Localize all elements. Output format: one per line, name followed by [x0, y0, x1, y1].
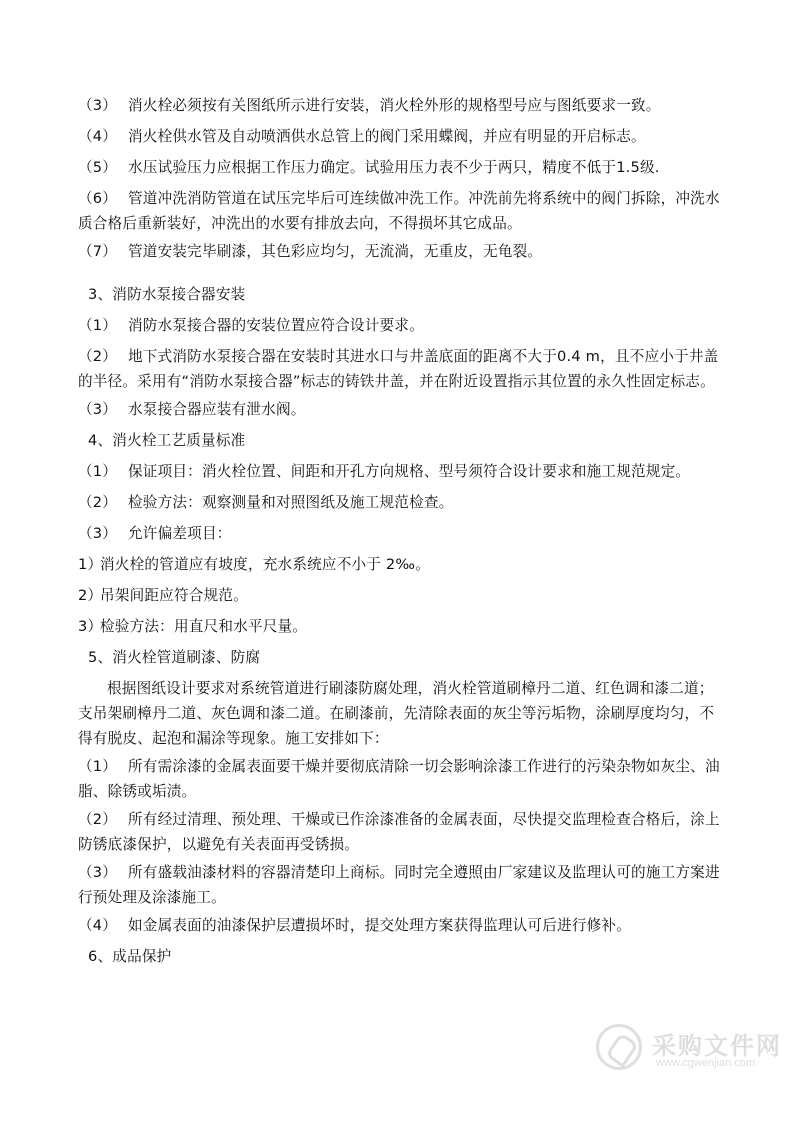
- item-number: （2）: [78, 811, 118, 828]
- section4-item-2: [78, 490, 720, 515]
- section4-subitem-1: [78, 552, 720, 577]
- item-number: （7）: [78, 243, 118, 260]
- item-number: （3）: [78, 97, 118, 114]
- item-text: 保证项目：消火栓位置、间距和开孔方向规格、型号须符合设计要求和施工规范规定。: [128, 463, 691, 480]
- item-number: 1）: [78, 556, 103, 573]
- item-text: 所有经过清理、预处理、干燥或已作涂漆准备的金属表面，尽快提交监理检查合格后，涂上防锈底漆保护，以避免有关表面再受锈损。: [78, 811, 720, 853]
- item-number: （3）: [78, 401, 118, 418]
- section-heading-5: 5、消火栓管道刷漆、防腐: [88, 649, 261, 666]
- item-text: 检验方法：用直尺和水平尺量。: [100, 618, 308, 635]
- item-text: 水压试验压力应根据工作压力确定。试验用压力表不少于两只，精度不低于1.5级.: [128, 159, 660, 176]
- item-number: （5）: [78, 159, 118, 176]
- item-number: （4）: [78, 917, 118, 934]
- section5-item-2: [78, 807, 720, 857]
- item-text: 管道安装完毕刷漆，其色彩应均匀，无流淌，无重皮，无龟裂。: [128, 243, 543, 260]
- item-number: 2）: [78, 587, 103, 604]
- section5-item-4: [78, 913, 720, 938]
- item-text: 允许偏差项目：: [128, 525, 232, 542]
- item-number: （2）: [78, 348, 118, 365]
- paragraph-item-7: [78, 239, 720, 264]
- section4-subitem-3: [78, 614, 720, 639]
- item-text: 消防水泵接合器的安装位置应符合设计要求。: [128, 317, 424, 334]
- paragraph-item-5: [78, 155, 720, 180]
- section-heading-6: 6、成品保护: [88, 948, 172, 965]
- item-text: 检验方法：观察测量和对照图纸及施工规范检查。: [128, 494, 454, 511]
- item-number: （4）: [78, 128, 118, 145]
- item-text: 如金属表面的油漆保护层遭损坏时，提交处理方案获得监理认可后进行修补。: [128, 917, 631, 934]
- item-number: （6）: [78, 190, 118, 207]
- item-number: （3）: [78, 525, 118, 542]
- section4-item-3: [78, 521, 720, 546]
- section3-item-3: [78, 397, 720, 422]
- section4-subitem-2: [78, 583, 720, 608]
- section4-item-1: [78, 459, 720, 484]
- item-text: 所有盛载油漆材料的容器清楚印上商标。同时完全遵照由厂家建议及监理认可的施工方案进行预处理及涂漆施工。: [78, 864, 720, 906]
- section5-item-3: [78, 860, 720, 910]
- item-text: 消火栓必须按有关图纸所示进行安装，消火栓外形的规格型号应与图纸要求一致。: [128, 97, 661, 114]
- item-text: 吊架间距应符合规范。: [100, 587, 248, 604]
- document-body: [78, 93, 720, 975]
- watermark-title: 采购文件网: [652, 1032, 782, 1060]
- watermark-url: www.cgwenjian.com: [656, 1057, 756, 1069]
- item-number: （1）: [78, 317, 118, 334]
- section-heading-4: 4、消火栓工艺质量标准: [88, 432, 246, 449]
- section-heading-3: 3、消防水泵接合器安装: [88, 286, 246, 303]
- item-text: 管道冲洗消防管道在试压完毕后可连续做冲洗工作。冲洗前先将系统中的阀门拆除，冲洗水质合格后重新装好，冲洗出的水要有排放去向，不得损坏其它成品。: [78, 190, 720, 232]
- item-text: 消火栓供水管及自动喷洒供水总管上的阀门采用蝶阀，并应有明显的开启标志。: [128, 128, 646, 145]
- paragraph-item-3: [78, 93, 720, 118]
- section3-item-1: [78, 313, 720, 338]
- item-text: 所有需涂漆的金属表面要干燥并要彻底清除一切会影响涂漆工作进行的污染杂物如灰尘、油脂、除锈或垢渍。: [78, 758, 720, 800]
- section5-item-1: [78, 754, 720, 804]
- item-text: 地下式消防水泵接合器在安装时其进水口与井盖底面的距离不大于0.4 m，且不应小于井盖的半径。采用有“消防水泵接合器”标志的铸铁井盖，并在附近设置指示其位置的永久性固定标志。: [78, 348, 719, 390]
- paragraph-item-4: [78, 124, 720, 149]
- item-text: 水泵接合器应装有泄水阀。: [128, 401, 306, 418]
- item-number: （3）: [78, 864, 118, 881]
- watermark-icon: [596, 1024, 642, 1070]
- paragraph-item-6: [78, 186, 720, 236]
- section5-intro: 根据图纸设计要求对系统管道进行刷漆防腐处理，消火栓管道刷樟丹二道、红色调和漆二道；支吊架刷樟丹二道、灰色调和漆二道。在刷漆前，先清除表面的灰尘等污垢物，涂刷厚度均匀，不得有脱皮、起泡和漏涂等现象。施工安排如下：: [78, 680, 715, 747]
- item-text: 消火栓的管道应有坡度，充水系统应不小于 2‰。: [100, 556, 430, 573]
- watermark-logo: [596, 1024, 786, 1084]
- item-number: （1）: [78, 758, 118, 775]
- section3-item-2: [78, 344, 720, 394]
- item-number: （2）: [78, 494, 118, 511]
- item-number: （1）: [78, 463, 118, 480]
- item-number: 3）: [78, 618, 103, 635]
